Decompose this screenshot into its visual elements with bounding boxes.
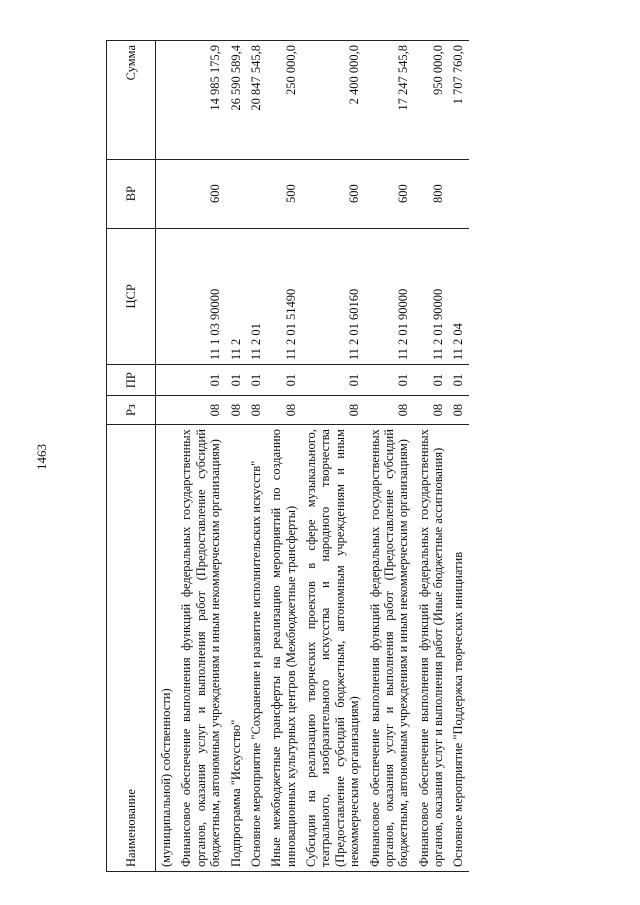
cell-sum: 250 000,0 (266, 41, 301, 160)
table-row (301, 41, 365, 872)
cell-vr (448, 159, 468, 228)
cell-name: Финансовое обеспечение выполнения функций федеральных государственных органов, оказания услуг и выполнения работ (Предоставление субсидий бюджетным, автономным учреждениям и иным некоммерческим организациям) (176, 425, 225, 872)
cell-pr: 01 (226, 365, 246, 396)
cell-sum: 14 985 175,9 (176, 41, 225, 160)
cell-pr: 01 (266, 365, 301, 396)
table-row (156, 41, 177, 872)
cell-rz: 08 (266, 396, 301, 425)
rotated-table-container (106, 40, 618, 872)
cell-name: Основное мероприятие "Поддержка творческих инициатив (448, 425, 468, 872)
table-body (156, 41, 469, 872)
cell-sum: 950 000,0 (414, 41, 449, 160)
table-row (176, 41, 225, 872)
cell-vr: 800 (414, 159, 449, 228)
cell-rz: 08 (226, 396, 246, 425)
cell-rz: 08 (176, 396, 225, 425)
cell-name: (муниципальной) собственности) (156, 425, 177, 872)
table-row (266, 41, 301, 872)
cell-rz: 08 (246, 396, 266, 425)
table-row (448, 41, 468, 872)
cell-pr (156, 365, 177, 396)
table-row (365, 41, 414, 872)
cell-pr: 01 (414, 365, 449, 396)
cell-rz: 08 (414, 396, 449, 425)
cell-sum: 17 247 545,8 (365, 41, 414, 160)
header-csr: ЦСР (107, 228, 156, 365)
cell-csr: 11 2 04 (448, 228, 468, 365)
cell-vr (246, 159, 266, 228)
header-vr: ВР (107, 159, 156, 228)
cell-name: Основное мероприятие "Сохранение и развитие исполнительских искусств" (246, 425, 266, 872)
header-sum: Сумма (107, 41, 156, 160)
cell-sum: 1 707 760,0 (448, 41, 468, 160)
cell-vr: 500 (266, 159, 301, 228)
cell-pr: 01 (448, 365, 468, 396)
cell-pr: 01 (176, 365, 225, 396)
cell-name: Подпрограмма "Искусство" (226, 425, 246, 872)
cell-sum: 26 590 589,4 (226, 41, 246, 160)
cell-rz: 08 (365, 396, 414, 425)
budget-table (106, 40, 469, 872)
cell-vr: 600 (176, 159, 225, 228)
cell-csr: 11 1 03 90000 (176, 228, 225, 365)
cell-sum: 2 400 000,0 (301, 41, 365, 160)
cell-csr: 11 2 (226, 228, 246, 365)
cell-csr (156, 228, 177, 365)
table-header-row (107, 41, 156, 872)
cell-vr (226, 159, 246, 228)
header-rz: Рз (107, 396, 156, 425)
cell-csr: 11 2 01 60160 (301, 228, 365, 365)
cell-rz (156, 396, 177, 425)
cell-pr: 01 (301, 365, 365, 396)
cell-name: Субсидии на реализацию творческих проектов в сфере музыкального, театрального, изобразительного искусства и народного творчества (Предоставление субсидий бюджетным, автономным учреждениям и иным некоммерческим организациям) (301, 425, 365, 872)
cell-sum: 20 847 545,8 (246, 41, 266, 160)
cell-name: Финансовое обеспечение выполнения функций федеральных государственных органов, оказания услуг и выполнения работ (Предоставление субсидий бюджетным, автономным учреждениям и иным некоммерческим организациям) (365, 425, 414, 872)
table-row (226, 41, 246, 872)
cell-name: Финансовое обеспечение выполнения функций федеральных государственных органов, оказания услуг и выполнения работ (Иные бюджетные ассигнования) (414, 425, 449, 872)
header-name: Наименование (107, 425, 156, 872)
cell-pr: 01 (246, 365, 266, 396)
cell-sum (156, 41, 177, 160)
cell-name: Иные межбюджетные трансферты на реализацию мероприятий по созданию инновационных культурных центров (Межбюджетные трансферты) (266, 425, 301, 872)
header-pr: ПР (107, 365, 156, 396)
cell-csr: 11 2 01 90000 (365, 228, 414, 365)
cell-rz: 08 (448, 396, 468, 425)
cell-csr: 11 2 01 51490 (266, 228, 301, 365)
cell-vr: 600 (365, 159, 414, 228)
table-row (246, 41, 266, 872)
cell-vr: 600 (301, 159, 365, 228)
table-row (414, 41, 449, 872)
cell-pr: 01 (365, 365, 414, 396)
cell-rz: 08 (301, 396, 365, 425)
page-number: 1463 (34, 444, 49, 470)
cell-vr (156, 159, 177, 228)
cell-csr: 11 2 01 (246, 228, 266, 365)
cell-csr: 11 2 01 90000 (414, 228, 449, 365)
